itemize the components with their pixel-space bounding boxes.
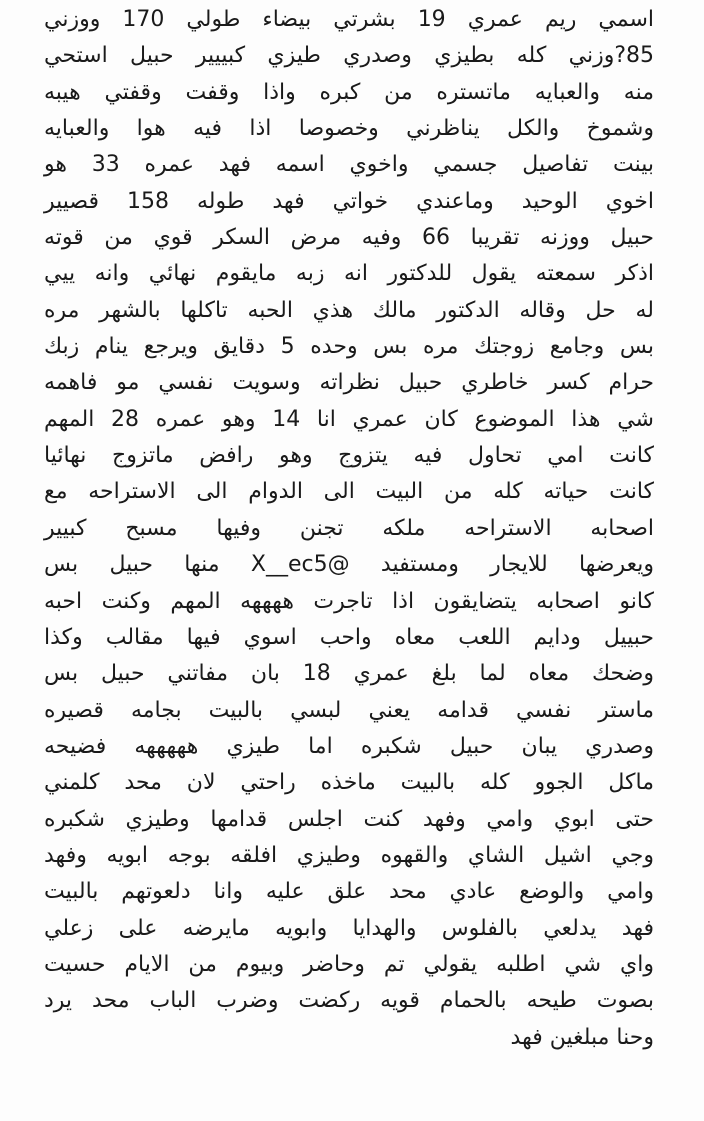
text-line: بصوت طيحه بالحمام قويه ركضت وضرب الباب محد يرد xyxy=(44,988,654,1014)
text-line: اصحابه الاستراحه ملكه تجنن وفيها مسبح كبيير xyxy=(44,515,654,541)
text-line: اذكر سمعته يقول للدكتور انه زبه مايقوم نهائي وانه ييي xyxy=(44,261,654,287)
text-line: وشموخ والكل يناظرني وخصوصا اذا فيه هوا والعبايه xyxy=(44,116,654,142)
text-line: اسمي ريم عمري 19 بشرتي بيضاء طولي 170 ووزني xyxy=(44,7,654,32)
text-line: كانو اصحابه يتضايقون اذا تاجرت ههههه المهم وكنت احبه xyxy=(44,588,654,614)
text-line: كانت امي تحاول فيه يتزوج وهو رافض ماتزوج نهائيا xyxy=(44,443,654,469)
text-line: ماستر نفسي قدامه يعني لبسي بالبيت بجامه قصيره xyxy=(44,697,654,723)
text-line: وامي والوضع عادي محد علق عليه وانا دلعوتهم بالبيت xyxy=(44,879,654,905)
text-line: وحنا مبلغين فهد xyxy=(510,1024,654,1050)
text-line: حرام كسر خاطري حبيل نظراته وسويت نفسي مو فاهمه xyxy=(44,370,654,396)
text-line: وضحك معاه لما بلغ عمري 18 بان مفاتني حبيل بس xyxy=(44,661,654,687)
text-line: بس وجامع زوجتك مره بس وحده 5 دقايق ويرجع ينام زبك xyxy=(44,334,655,360)
text-line: وصدري يبان حبيل شكبره اما طيزي هههههه فضيحه xyxy=(44,733,654,759)
text-line: حتى ابوي وامي وفهد كنت اجلس قدامها وطيزي شكبره xyxy=(44,806,654,832)
text-line: واي شي اطلبه يقولي تم وحاضر وبيوم من الايام حسيت xyxy=(44,951,654,977)
text-line: له حل وقاله الدكتور مالك هذي الحبه تاكلها بالشهر مره xyxy=(44,297,654,323)
text-line: بينت تفاصيل جسمي واخوي اسمه فهد عمره 33 هو xyxy=(44,152,654,178)
text-line: حبيل ووزنه تقريبا 66 وفيه مرض السكر قوي من قوته xyxy=(44,225,655,251)
text-line: ويعرضها للايجار ومستفيد @X__ec5 منها حبيل بس xyxy=(44,552,654,578)
text-line: اخوي الوحيد وماعندي خواتي فهد طوله 158 قصيير xyxy=(44,188,654,214)
text-line: ماكل الجوو كله بالبيت ماخذه راحتي لان محد كلمني xyxy=(44,770,654,796)
text-line: كانت حياته كله من البيت الى الدوام الى الاستراحه مع xyxy=(44,479,654,505)
text-line: شي هذا الموضوع كان عمري انا 14 وهو عمره 28 المهم xyxy=(44,406,654,432)
text-line: فهد يدلعي بالفلوس والهدايا وابويه مايرضه على زعلي xyxy=(44,915,654,941)
text-line: وجي اشيل الشاي والقهوه وطيزي افلقه بوجه ابويه وفهد xyxy=(44,842,654,868)
text-line: حبييل ودايم اللعب معاه واحب اسوي فيها مقالب وكذا xyxy=(44,624,654,650)
text-line: 85?وزني كله بطيزي وصدري طيزي كبييير حبيل استحي xyxy=(44,43,654,69)
text-line: منه والعبايه ماتستره من كبره واذا وقفت وقفتي هيبه xyxy=(44,79,654,105)
story-text xyxy=(44,2,654,1056)
